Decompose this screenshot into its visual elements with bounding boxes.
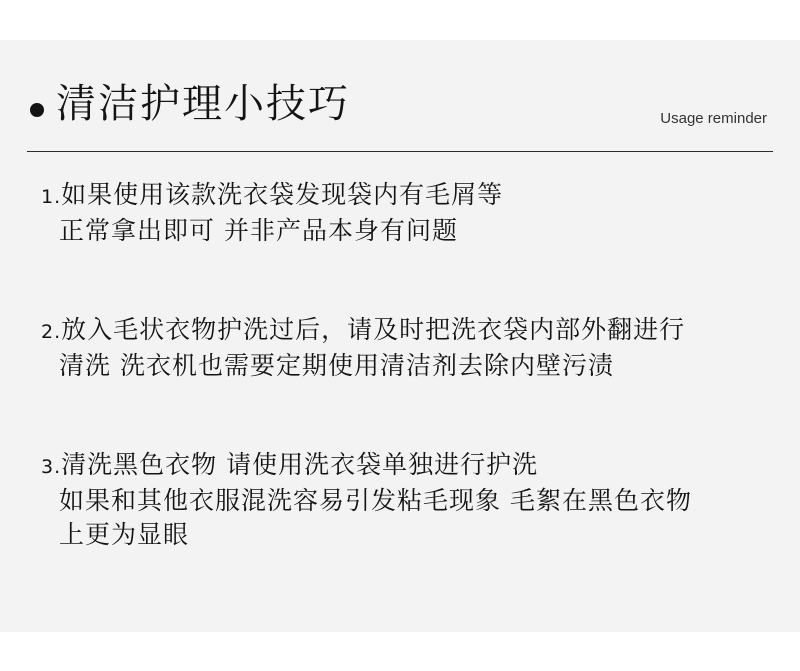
- tip-text: 放入毛状衣物护洗过后，请及时把洗衣袋内部外翻进行: [61, 315, 686, 344]
- tip-text: 清洗 洗衣机也需要定期使用清洁剂去除内壁污渍: [59, 351, 614, 380]
- tip-line: [41, 178, 503, 214]
- section-subtitle: Usage reminder: [660, 110, 767, 127]
- section-title: 清洁护理小技巧: [56, 81, 350, 127]
- tip-number: 2.: [41, 321, 62, 343]
- tip-line: [41, 448, 692, 484]
- tip-text: 清洗黑色衣物 请使用洗衣袋单独进行护洗: [61, 450, 539, 479]
- tip-text: 如果使用该款洗衣袋发现袋内有毛屑等: [61, 180, 504, 209]
- tip-text: 正常拿出即可 并非产品本身有问题: [59, 216, 458, 245]
- tip-text: 如果和其他衣服混洗容易引发粘毛现象 毛絮在黑色衣物: [59, 486, 692, 515]
- tip-number: 1.: [41, 186, 62, 208]
- tip-line: [41, 313, 685, 349]
- bullet-dot-icon: [30, 103, 44, 117]
- tip-number: 3.: [41, 456, 62, 478]
- tip-item-3: [41, 448, 692, 552]
- tip-item-2: [41, 313, 685, 383]
- tip-item-1: [41, 178, 503, 248]
- tip-text: 上更为显眼: [59, 520, 190, 549]
- header-divider: [27, 151, 773, 152]
- section-header: [0, 0, 800, 127]
